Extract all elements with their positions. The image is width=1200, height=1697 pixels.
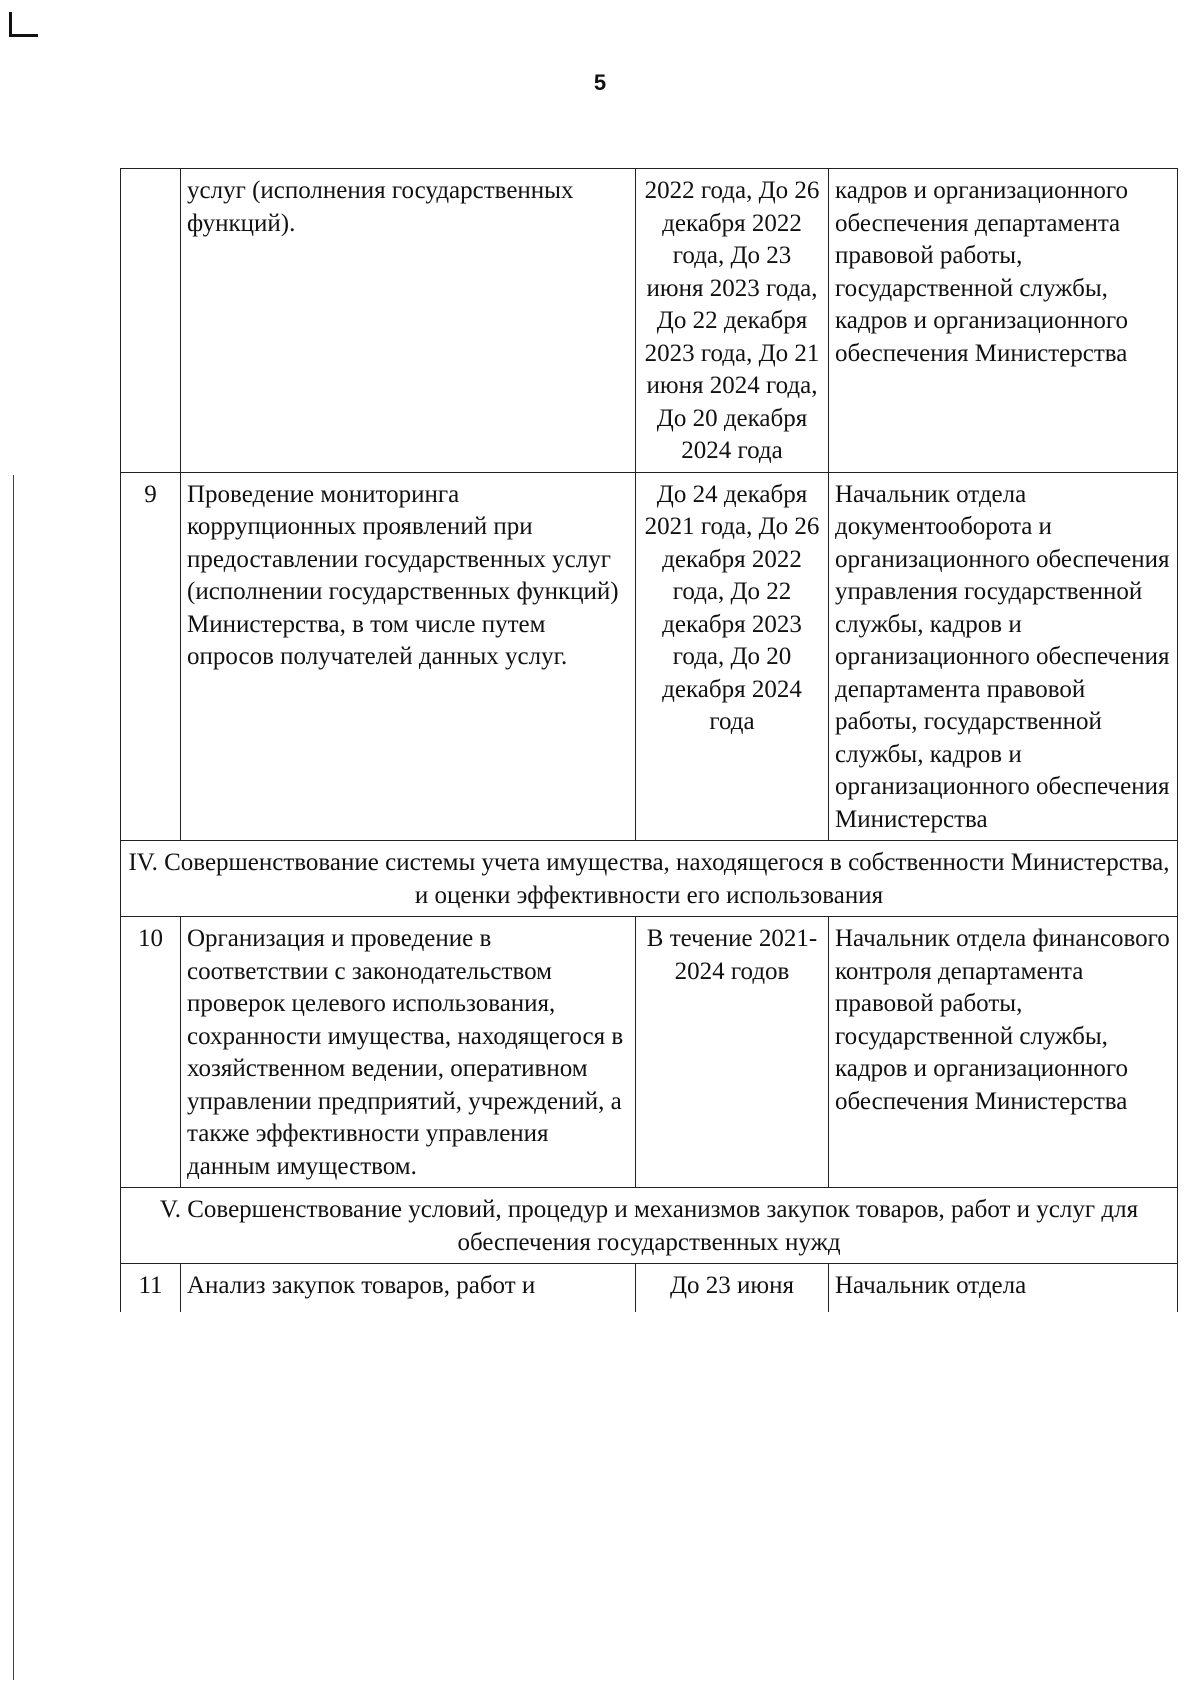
task-cell: услуг (исполнения государственных функций). [181,169,636,473]
row-number: 11 [121,1264,181,1313]
scan-edge-line [13,475,14,1680]
table-row [121,1264,1178,1313]
action-plan-table [120,168,1178,1312]
row-number: 10 [121,917,181,1188]
table-row [121,169,1178,473]
responsible-cell: Начальник отдела [829,1264,1178,1313]
row-number: 9 [121,472,181,841]
term-cell: 2022 года, До 26 декабря 2022 года, До 23 июня 2023 года, До 22 декабря 2023 года, До 21 июня 2024 года, До 20 декабря 2024 года [636,169,829,473]
task-cell: Проведение мониторинга коррупционных проявлений при предоставлении государственных услуг (исполнении государственных функций) Министерства, в том числе путем опросов получателей данных услуг. [181,472,636,841]
responsible-cell: Начальник отдела документооборота и организационного обеспечения управления государственной службы, кадров и организационного обеспечения департамента правовой работы, государственной службы, кадров и организационного обеспечения Министерства [829,472,1178,841]
section-header-row [121,1188,1178,1264]
table-row [121,917,1178,1188]
responsible-cell: кадров и организационного обеспечения департамента правовой работы, государственной службы, кадров и организационного обеспечения Министерства [829,169,1178,473]
task-cell: Организация и проведение в соответствии с законодательством проверок целевого использования, сохранности имущества, находящегося в хозяйственном ведении, оперативном управлении предприятий, учреждений, а также эффективности управления данным имуществом. [181,917,636,1188]
term-cell: До 23 июня [636,1264,829,1313]
section-header-row [121,841,1178,917]
term-cell: В течение 2021-2024 годов [636,917,829,1188]
page-number: 5 [593,70,607,95]
term-cell: До 24 декабря 2021 года, До 26 декабря 2022 года, До 22 декабря 2023 года, До 20 декабря 2024 года [636,472,829,841]
section-title: V. Совершенствование условий, процедур и механизмов закупок товаров, работ и услуг для обеспечения государственных нужд [121,1188,1178,1264]
scan-corner-mark [9,12,38,37]
task-cell: Анализ закупок товаров, работ и [181,1264,636,1313]
table-row [121,472,1178,841]
responsible-cell: Начальник отдела финансового контроля департамента правовой работы, государственной службы, кадров и организационного обеспечения Министерства [829,917,1178,1188]
row-number [121,169,181,473]
section-title: IV. Совершенствование системы учета имущества, находящегося в собственности Министерства, и оценки эффективности его использования [121,841,1178,917]
